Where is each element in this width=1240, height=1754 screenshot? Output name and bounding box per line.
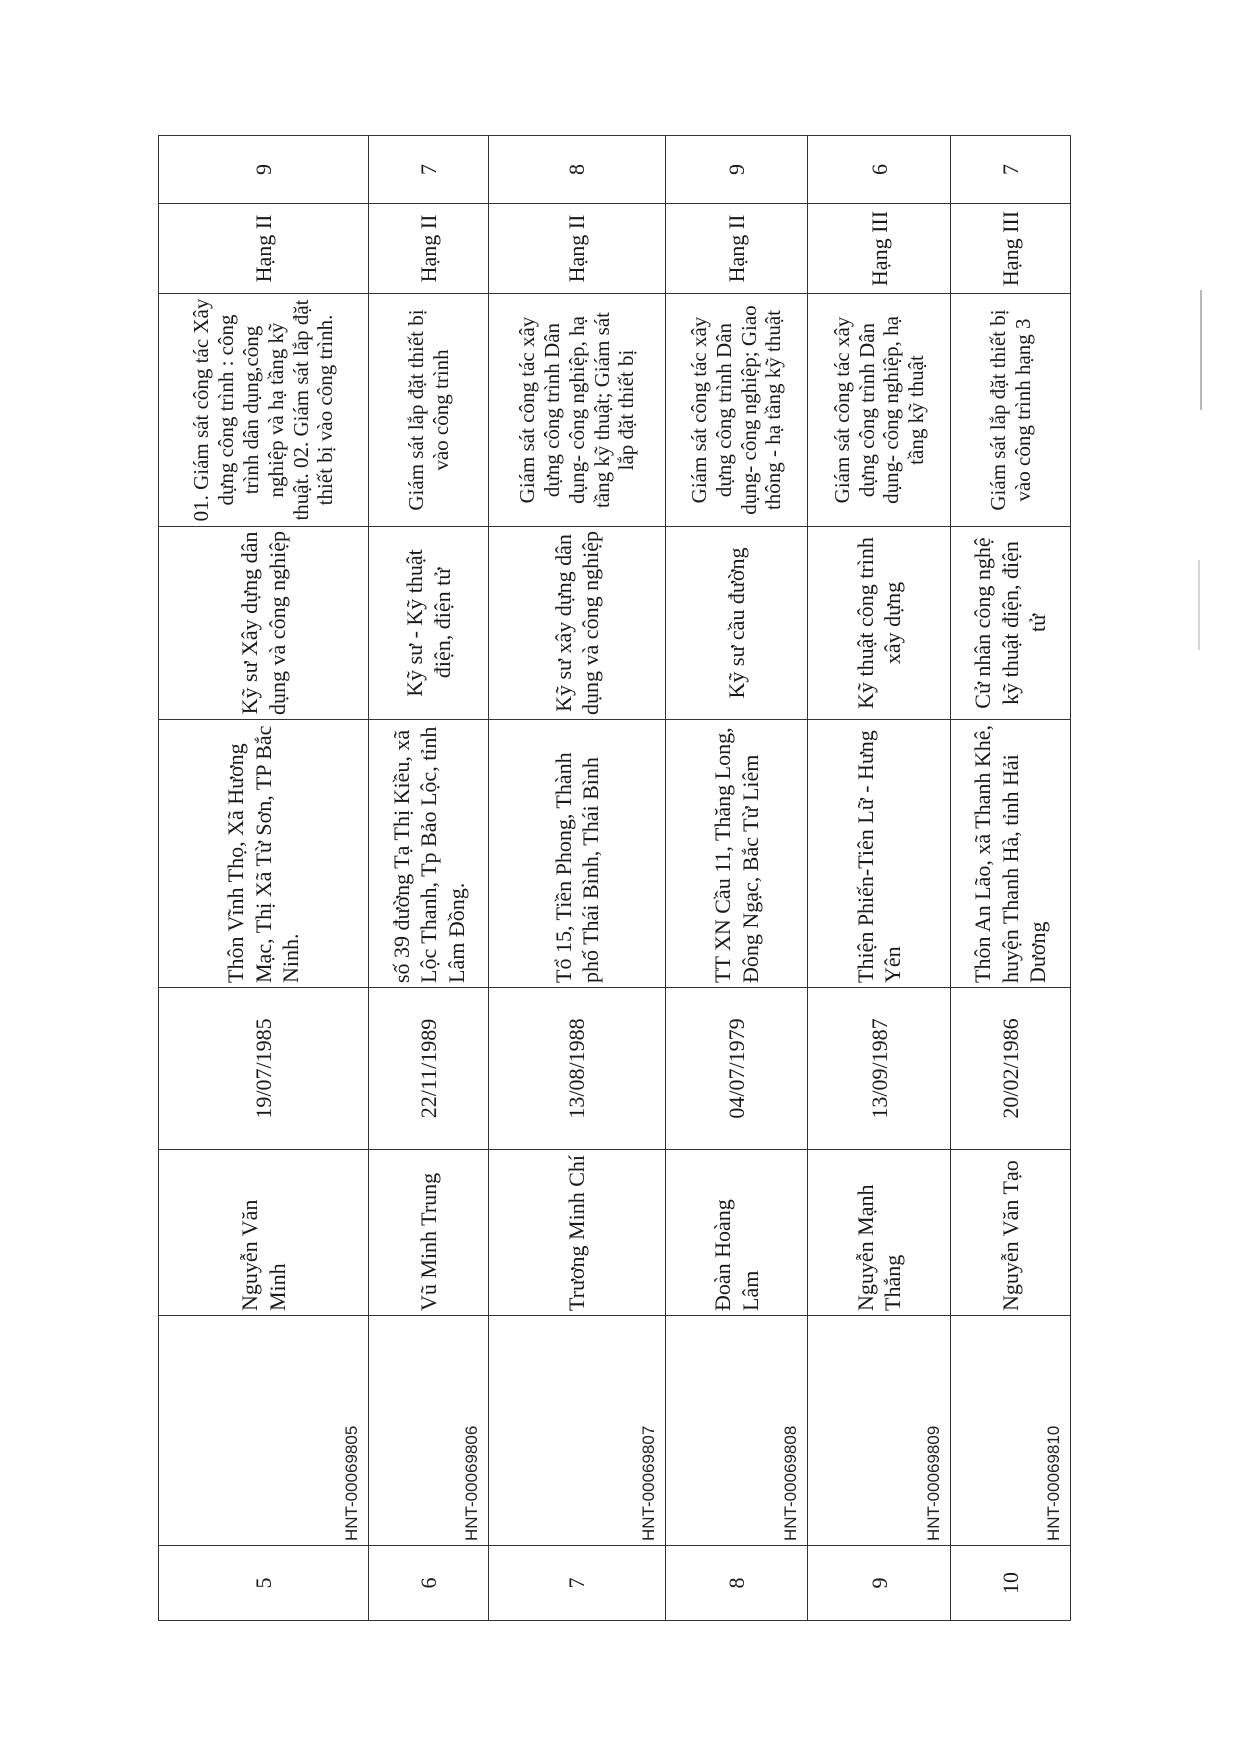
address: Tổ 15, Tiền Phong, Thành phố Thái Bình, Thái Bình [489,720,666,988]
full-name: Vũ Minh Trung [369,1150,489,1316]
degree: Kỹ sư Xây dựng dân dụng và công nghiệp [159,527,369,720]
years-experience: 6 [808,136,951,204]
scan-artifact [1200,290,1202,410]
row-number: 5 [159,1546,369,1621]
work-scope: 01. Giám sát công tác Xây dựng công trình : công trình dân dụng,công nghiệp và hạ tầng kỹ thuật. 02. Giám sát lắp đặt thiết bị vào công trình. [189,298,338,522]
personnel-table [158,135,1071,1621]
certificate-cell [665,1316,808,1546]
rank: Hạng II [159,204,369,294]
row-number: 6 [369,1546,489,1621]
table-row [489,136,666,1621]
certificate-cell [951,1316,1071,1546]
full-name: Nguyễn Mạnh Thắng [808,1150,951,1316]
work-scope-cell [159,294,369,527]
table-row [369,136,489,1621]
work-scope: Giám sát lắp đặt thiết bị vào công trình hạng 3 [985,309,1035,511]
rotated-table-container [158,136,1071,1621]
work-scope-cell [665,294,808,527]
certificate-cell [808,1316,951,1546]
certificate-cell [489,1316,666,1546]
certificate-cell [159,1316,369,1546]
years-experience: 8 [489,136,666,204]
certificate-number: HNT-00069808 [781,1425,801,1541]
full-name: Nguyễn Văn Tạo [951,1150,1071,1316]
date-of-birth: 19/07/1985 [159,988,369,1150]
rank: Hạng II [665,204,808,294]
date-of-birth: 04/07/1979 [665,988,808,1150]
work-scope: Giám sát công tác xây dựng công trình Dân dụng- công nghiệp, hạ tầng kỹ thuật [829,316,929,504]
row-number: 10 [951,1546,1071,1621]
degree: Kỹ sư xây dựng dân dụng và công nghiệp [489,527,666,720]
work-scope-cell [808,294,951,527]
certificate-number: HNT-00069809 [923,1425,943,1541]
degree: Kỹ thuật công trình xây dựng [808,527,951,720]
rank: Hạng II [369,204,489,294]
date-of-birth: 13/09/1987 [808,988,951,1150]
years-experience: 9 [665,136,808,204]
scan-artifact [1198,560,1200,650]
work-scope-cell [489,294,666,527]
address: Thiện Phiến-Tiên Lữ - Hưng Yên [808,720,951,988]
address: Thôn Vĩnh Thọ, Xã Hương Mạc, Thị Xã Từ Sơn, TP Bắc Ninh. [159,720,369,988]
full-name: Trương Minh Chí [489,1150,666,1316]
date-of-birth: 22/11/1989 [369,988,489,1150]
years-experience: 9 [159,136,369,204]
row-number: 9 [808,1546,951,1621]
years-experience: 7 [951,136,1071,204]
table-row [665,136,808,1621]
certificate-cell [369,1316,489,1546]
rank: Hạng III [808,204,951,294]
full-name: Nguyễn Văn Minh [159,1150,369,1316]
degree: Kỹ sư cầu đường [665,527,808,720]
address: Thôn An Lão, xã Thanh Khê, huyện Thanh Hà, tỉnh Hải Dương [951,720,1071,988]
work-scope-cell [369,294,489,527]
date-of-birth: 20/02/1986 [951,988,1071,1150]
certificate-number: HNT-00069806 [462,1425,482,1541]
certificate-number: HNT-00069805 [342,1425,362,1541]
certificate-number: HNT-00069807 [638,1425,658,1541]
row-number: 8 [665,1546,808,1621]
work-scope: Giám sát công tác xây dựng công trình Dân dụng- công nghiệp, hạ tầng kỹ thuật; Giám sát lắp đặt thiết bị [515,312,639,508]
table-row [951,136,1071,1621]
table-row [159,136,369,1621]
rank: Hạng II [489,204,666,294]
years-experience: 7 [369,136,489,204]
work-scope-cell [951,294,1071,527]
full-name: Đoàn Hoàng Lâm [665,1150,808,1316]
address: số 39 đường Tạ Thị Kiều, xã Lộc Thanh, Tp Bảo Lộc, tỉnh Lâm Đồng. [369,720,489,988]
work-scope: Giám sát công tác xây dựng công trình Dân dụng- công nghiệp; Giao thông - hạ tầng kỹ thuật [687,305,786,515]
certificate-number: HNT-00069810 [1043,1425,1063,1541]
work-scope: Giám sát lắp đặt thiết bị vào công trình [404,309,453,511]
row-number: 7 [489,1546,666,1621]
degree: Cử nhân công nghệ kỹ thuật điện, điện tử [951,527,1071,720]
address: TT XN Cầu 11, Thăng Long, Đông Ngạc, Bắc Từ Liêm [665,720,808,988]
degree: Kỹ sư - Kỹ thuật điện, điện tử [369,527,489,720]
table-row [808,136,951,1621]
rank: Hạng III [951,204,1071,294]
date-of-birth: 13/08/1988 [489,988,666,1150]
